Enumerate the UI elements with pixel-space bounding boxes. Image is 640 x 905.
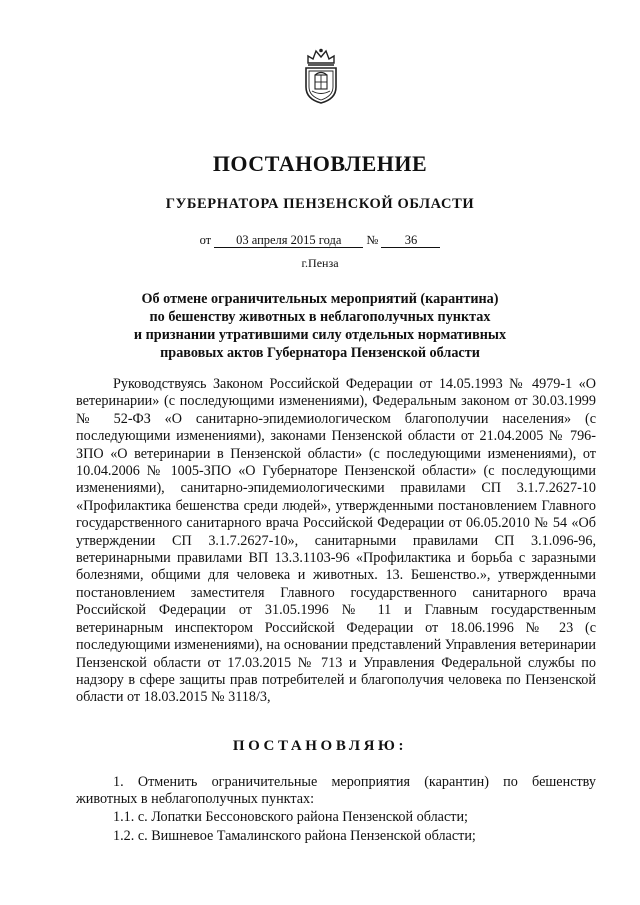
decree-word: ПОСТАНОВЛЯЮ: xyxy=(232,738,408,754)
heading-line: и признании утратившими силу отдельных нормативных xyxy=(133,327,507,343)
issuer-subtitle: ГУБЕРНАТОРА ПЕНЗЕНСКОЙ ОБЛАСТИ xyxy=(165,196,475,212)
number-prefix: № xyxy=(366,233,379,247)
document-date: 03 апреля 2015 года xyxy=(214,233,363,248)
document-title: ПОСТАНОВЛЕНИЕ xyxy=(212,151,428,176)
city: г.Пенза xyxy=(301,256,339,270)
document-number: 36 xyxy=(381,233,440,248)
point-paragraph: 1.2. с. Вишневое Тамалинского района Пензенской области; xyxy=(113,828,476,844)
date-prefix: от xyxy=(199,233,212,247)
date-number-line xyxy=(0,233,640,248)
heading-line: Об отмене ограничительных мероприятий (карантина) xyxy=(141,291,499,307)
penza-coat-of-arms-icon xyxy=(300,47,342,105)
point-paragraph: 1. Отменить ограничительные мероприятия (карантин) по бешенству животных в неблагополучных пунктах: xyxy=(76,774,596,808)
point-paragraph: 1.1. с. Лопатки Бессоновского района Пензенской области; xyxy=(113,809,469,825)
preamble-paragraph: Руководствуясь Законом Российской Федерации от 14.05.1993 № 4979-1 «О ветеринарии» (с последующими изменениями), Федеральным законом от 30.03.1999 № 52-ФЗ «О санитарно-эпидемиологическом благополучии населения» (с последующими изменениями), законами Пензенской области от 21.04.2005 № 796-ЗПО «О ветеринарии в Пензенской области» (с последующими изменениями), от 10.04.2006 № 1005-ЗПО «О Губернаторе Пензенской области» (с последующими изменениями), санитарно-эпидемиологическими правилами СП 3.1.7.2627-10 «Профилактика бешенства среди людей», утвержденными постановлением Главного государственного санитарного врача Российской Федерации от 06.05.2010 № 54 «Об утверждении СП 3.1.7.2627-10», санитарными правилами СП 3.1.096-96, ветеринарными правилами ВП 13.3.1103-96 «Профилактика и борьба с заразными болезнями, общими для человека и животных. 13. Бешенство.», утвержденными постановлением заместителя Главного государственного санитарного врача Российской Федерации от 31.05.1996 № 11 и Главным государственным ветеринарным инспектором Российской Федерации от 18.06.1996 № 23 (с последующими изменениями), на основании представлений Управления ветеринарии Пензенской области от 17.03.2015 № 713 и Управления Федеральной службы по надзору в сфере защиты прав потребителей и благополучия человека по Пензенской области от 18.03.2015 № 3118/3, xyxy=(76,376,596,706)
document-heading xyxy=(0,290,640,362)
heading-line: по бешенству животных в неблагополучных пунктах xyxy=(149,309,491,325)
heading-line: правовых актов Губернатора Пензенской области xyxy=(160,345,480,361)
